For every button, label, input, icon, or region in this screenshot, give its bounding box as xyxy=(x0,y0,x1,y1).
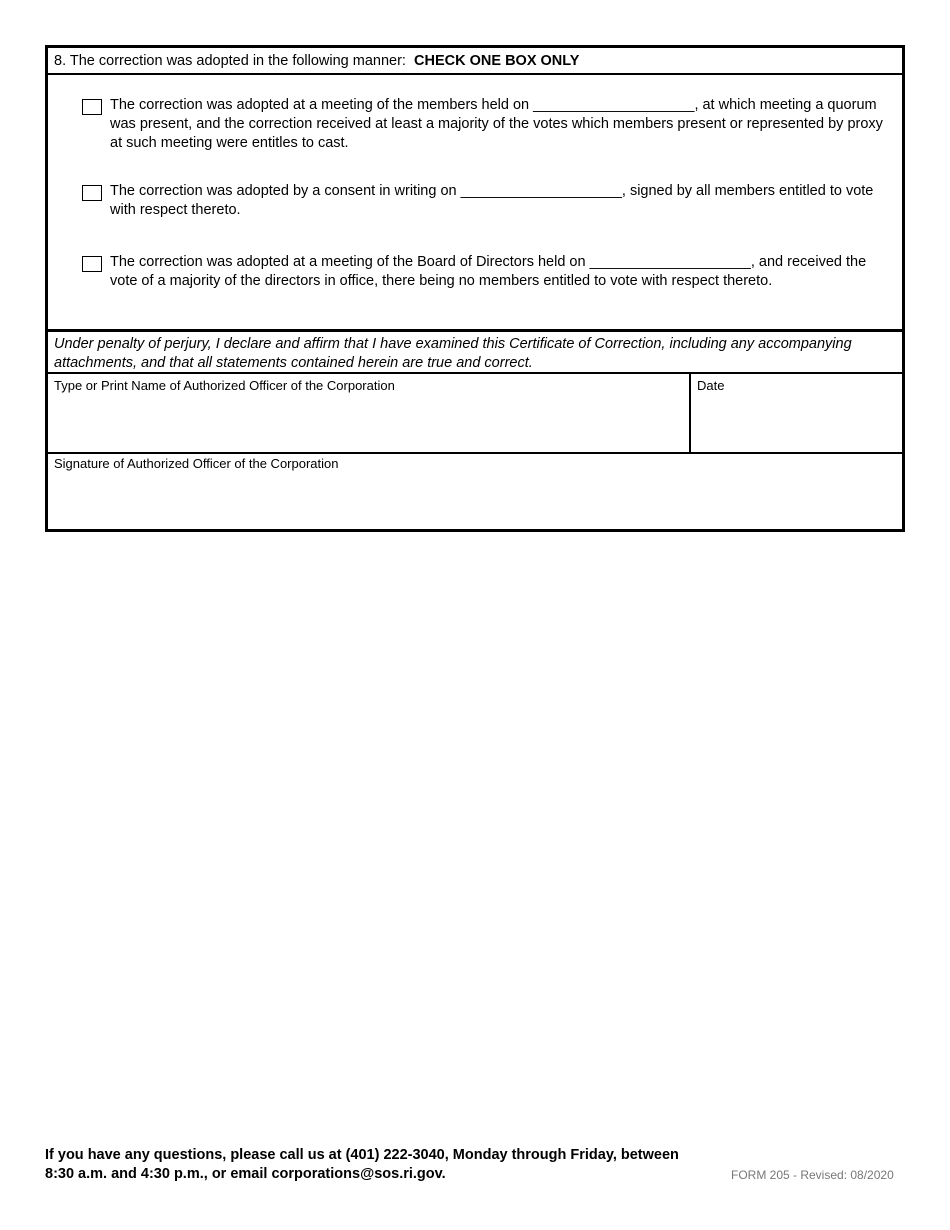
members-meeting-checkbox[interactable] xyxy=(82,99,102,115)
question-8-header xyxy=(48,48,902,75)
perjury-declaration: Under penalty of perjury, I declare and affirm that I have examined this Certificate of Correction, including any accompanying attachments, and that all statements contained herein are true and correct. xyxy=(54,336,852,371)
written-consent-checkbox[interactable] xyxy=(82,185,102,201)
signature-label: Signature of Authorized Officer of the Corporation xyxy=(54,456,339,471)
officer-name-label: Type or Print Name of Authorized Officer of the Corporation xyxy=(54,378,395,393)
board-meeting-text: The correction was adopted at a meeting of the Board of Directors held on ____________________, and received the vote of a majority of the directors in office, there being no members entitled to vote with respect thereto. xyxy=(110,254,867,289)
contact-information: If you have any questions, please call us at (401) 222-3040, Monday through Friday, between 8:30 a.m. and 4:30 p.m., or email corporations@sos.ri.gov. xyxy=(45,1147,679,1182)
board-meeting-checkbox[interactable] xyxy=(82,256,102,272)
written-consent-text: The correction was adopted by a consent in writing on ____________________, signed by all members entitled to vote with respect thereto. xyxy=(110,183,874,218)
question-8-prompt: 8. The correction was adopted in the following manner: xyxy=(54,53,406,69)
check-one-instruction: CHECK ONE BOX ONLY xyxy=(414,53,580,69)
date-label: Date xyxy=(697,378,725,393)
signature-field[interactable] xyxy=(48,454,902,529)
officer-name-field[interactable] xyxy=(48,374,689,451)
certificate-form-box xyxy=(45,45,905,532)
form-revision-code: FORM 205 - Revised: 08/2020 xyxy=(731,1168,894,1182)
members-meeting-text: The correction was adopted at a meeting of the members held on ____________________, at which meeting a quorum was present, and the correction received at least a majority of the votes which members present or represented by proxy at such meeting were entitles to cast. xyxy=(110,97,883,151)
section-divider xyxy=(48,329,902,332)
date-field[interactable] xyxy=(691,374,902,451)
